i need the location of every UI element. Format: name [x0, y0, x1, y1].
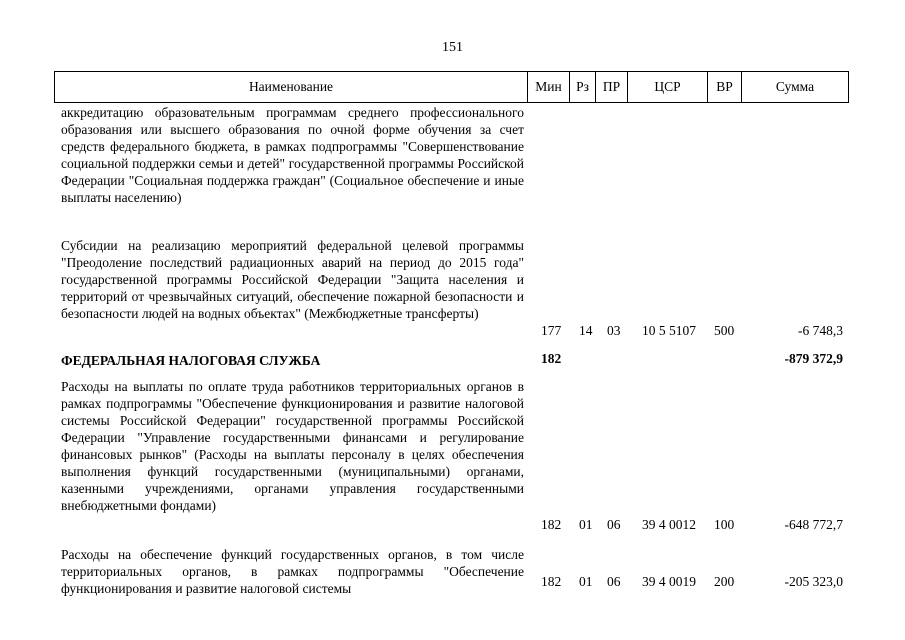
table-cell-csr: 10 5 5107 [642, 323, 696, 338]
table-cell-min: 177 [541, 323, 562, 338]
table-cell-min: 182 [541, 574, 562, 589]
column-header-name: Наименование [248, 79, 334, 94]
table-cell-min: 182 [541, 351, 562, 366]
table-cell-sum: -879 372,9 [784, 351, 843, 366]
table-cell-csr: 39 4 0012 [642, 517, 696, 532]
table-cell-pr: 06 [607, 574, 621, 589]
table-cell-vr: 200 [714, 574, 735, 589]
table-cell-rz: 01 [579, 517, 593, 532]
column-header-rz: Рз [569, 72, 595, 102]
table-cell-pr: 06 [607, 517, 621, 532]
table-cell-vr: 100 [714, 517, 735, 532]
page-number: 151 [442, 40, 463, 55]
table-cell-sum: -648 772,7 [784, 517, 843, 532]
column-header-vr: ВР [707, 72, 741, 102]
column-header-min: Мин [527, 72, 569, 102]
table-cell-rz: 14 [579, 323, 593, 338]
table-row-name: Расходы на выплаты по оплате труда работников территориальных органов в рамках подпрограммы "Обеспечение функционирования и развитие налоговой системы Российской Федерации" государственной программы Российской Федерации "Управление государственными финансами и регулирование финансовых рынков" (Расходы на выплаты персоналу в целях обеспечения выполнения функций государственными (муниципальными) органами, казенными учреждениями, органами управления государственными внебюджетными фондами) [61, 379, 524, 513]
table-header [54, 71, 849, 103]
section-title: ФЕДЕРАЛЬНАЯ НАЛОГОВАЯ СЛУЖБА [61, 353, 321, 368]
table-cell-csr: 39 4 0019 [642, 574, 696, 589]
column-header-sum: Сумма [741, 72, 848, 102]
column-header-pr: ПР [595, 72, 627, 102]
table-cell-rz: 01 [579, 574, 593, 589]
table-cell-vr: 500 [714, 323, 735, 338]
table-row-name: аккредитацию образовательным программам среднего профессионального образования или высшего образования по очной форме обучения за счет средств федерального бюджета, в рамках подпрограммы "Совершенствование социальной поддержки семьи и детей" государственной программы Российской Федерации "Социальная поддержка граждан" (Социальное обеспечение и иные выплаты населению) [61, 105, 524, 205]
table-cell-sum: -205 323,0 [784, 574, 843, 589]
table-cell-pr: 03 [607, 323, 621, 338]
table-cell-sum: -6 748,3 [798, 323, 843, 338]
table-row-name: Расходы на обеспечение функций государственных органов, в том числе территориальных органов, в рамках подпрограммы "Обеспечение функционирования и развитие налоговой системы [61, 547, 524, 596]
table-cell-min: 182 [541, 517, 562, 532]
column-header-csr: ЦСР [627, 72, 707, 102]
table-row-name: Субсидии на реализацию мероприятий федеральной целевой программы "Преодоление последствий радиационных аварий на период до 2015 года" государственной программы Российской Федерации "Защита населения и территорий от чрезвычайных ситуаций, обеспечение пожарной безопасности и безопасности людей на водных объектах" (Межбюджетные трансферты) [61, 238, 524, 321]
